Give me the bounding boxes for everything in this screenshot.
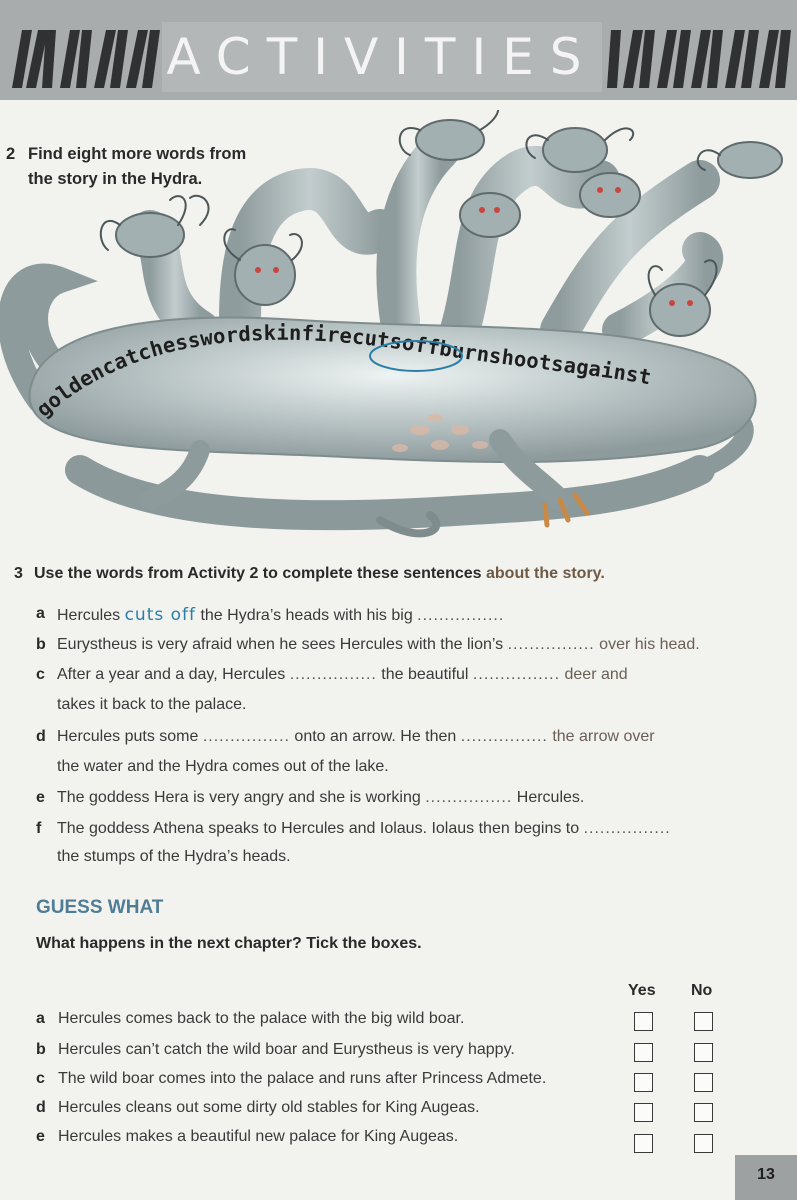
checkbox-a-yes[interactable] <box>634 1012 653 1031</box>
page-number: 13 <box>735 1155 797 1200</box>
no-column-header: No <box>691 982 713 999</box>
blank[interactable]: ................ <box>460 728 548 745</box>
activity-2-instruction: 2 Find eight more words from the story in the Hydra. <box>6 142 296 192</box>
activity-3-instruction: 3 Use the words from Activity 2 to complete these sentences about the story. <box>14 565 605 582</box>
blank[interactable]: ................ <box>583 820 671 837</box>
checkbox-c-no[interactable] <box>694 1073 713 1092</box>
checkbox-b-no[interactable] <box>694 1043 713 1062</box>
activity-2-number: 2 <box>6 145 16 163</box>
header-stripes-left <box>12 30 162 88</box>
yes-column-header: Yes <box>628 982 656 999</box>
activity-3-number: 3 <box>14 565 23 582</box>
page-header <box>0 0 797 100</box>
handwritten-answer[interactable]: cuts off <box>124 605 196 625</box>
blank[interactable]: ................ <box>472 666 561 683</box>
checkbox-e-yes[interactable] <box>634 1134 653 1153</box>
wordsearch-text: goldencatchesswordskinfirecutsoffburnshootsagainst <box>31 320 654 422</box>
header-stripes-right <box>605 30 795 88</box>
checkbox-a-no[interactable] <box>694 1012 713 1031</box>
checkbox-d-no[interactable] <box>694 1103 713 1122</box>
page-title: ACTIVITIES <box>162 22 602 92</box>
guess-what-question: What happens in the next chapter? Tick the boxes. <box>36 935 422 952</box>
blank[interactable]: ................ <box>417 607 505 624</box>
checkbox-e-no[interactable] <box>694 1134 713 1153</box>
blank[interactable]: ................ <box>202 728 290 745</box>
guess-what-title: GUESS WHAT <box>36 897 164 918</box>
checkbox-d-yes[interactable] <box>634 1103 653 1122</box>
blank[interactable]: ................ <box>289 666 377 683</box>
blank[interactable]: ................ <box>425 789 513 806</box>
hydra-illustration <box>0 110 797 550</box>
checkbox-b-yes[interactable] <box>634 1043 653 1062</box>
blank[interactable]: ................ <box>507 636 595 653</box>
checkbox-c-yes[interactable] <box>634 1073 653 1092</box>
